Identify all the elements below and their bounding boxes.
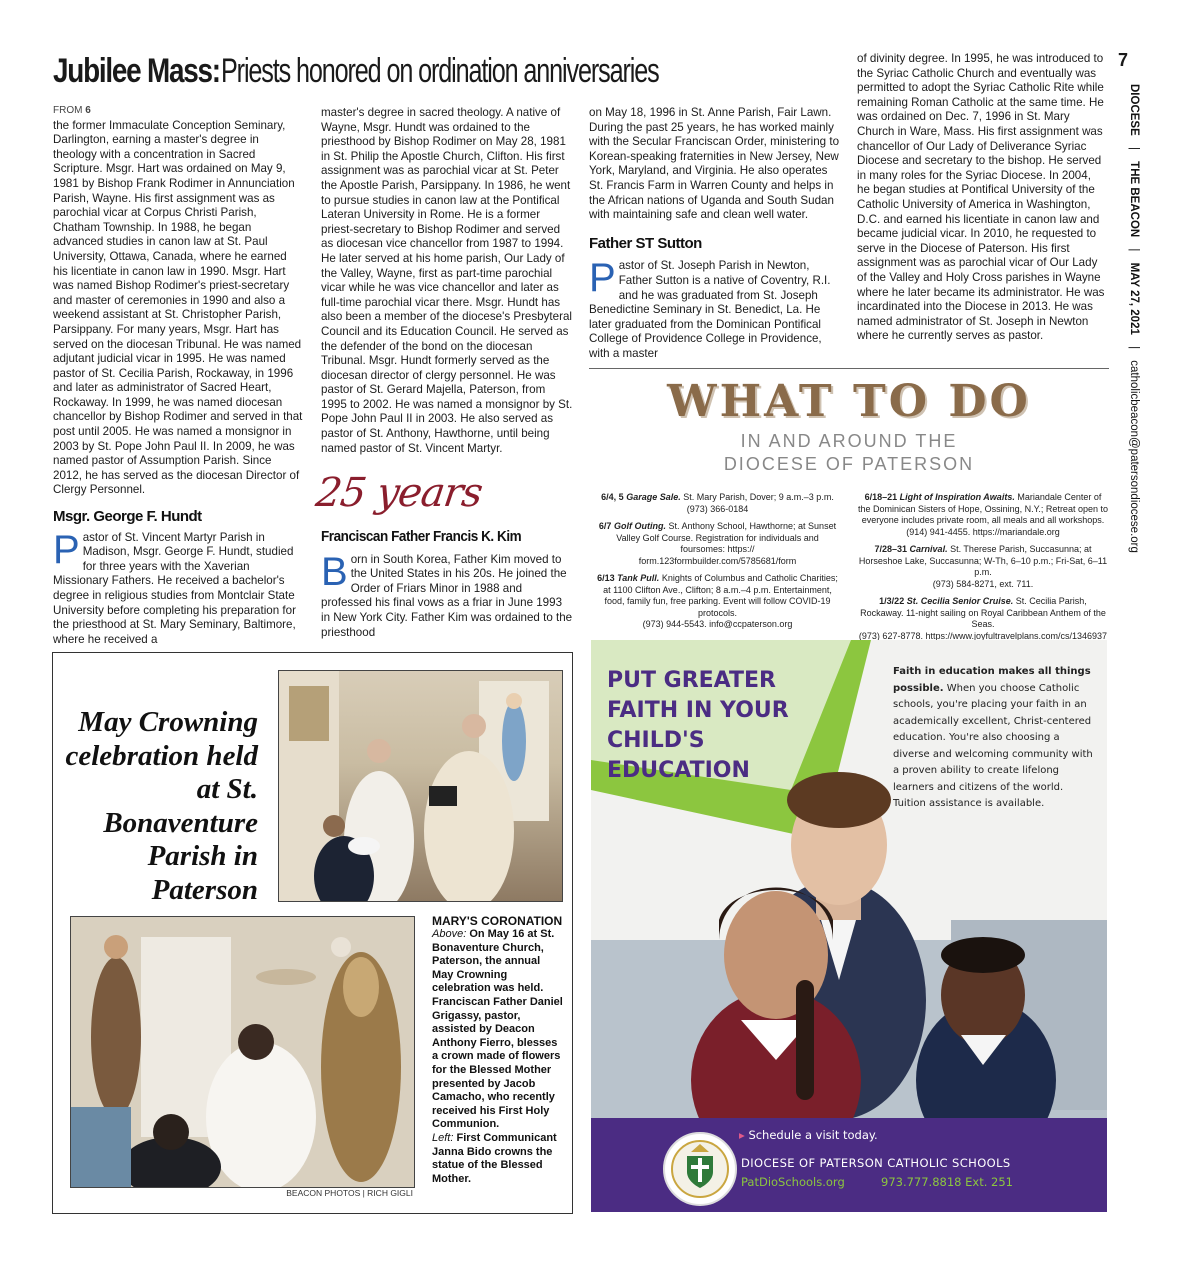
headline-bold: Jubilee Mass: [53, 52, 220, 90]
column-3-text: on May 18, 1996 in St. Anne Parish, Fair Lawn. During the past 25 years, he has worked mainly with the Secular Franciscan Order, ministering to Korean-speaking fraternities in New Jersey, New York, Maryland, and Virginia. He also operates St. Francis Farm in Warren County and helps in the African nations of Uganda and South Sudan with maintaining safe and clean well water. [589, 106, 840, 222]
drop-cap: P [53, 527, 80, 572]
caption-heading: MARY'S CORONATION [432, 914, 563, 928]
diocese-seal-icon [663, 1132, 737, 1206]
ad-phone: 973.777.8818 Ext. 251 [881, 1175, 1013, 1189]
article-column-2 [321, 106, 573, 456]
drop-cap: P [589, 256, 616, 301]
what-to-do-title: WHAT TO DO [667, 376, 1031, 427]
ad-cta: ▸ Schedule a visit today. [739, 1128, 878, 1142]
caption-left: Left: First Communicant Janna Bido crowns the statue of the Blessed Mother. [432, 1131, 557, 1185]
column-1-text: the former Immaculate Conception Seminary, Darlington, earning a master's degree in theology with a concentration in Sacred Scripture. Msgr. Hart was ordained on May 9, 1981 by Bishop Frank Rodimer in Annunciation Parish, Wayne. His first assignment was as parochial vicar at Corpus Christi Parish, Chatham Township. In 1988, he began advanced studies in canon law at St. Paul University, Ottawa, Canada, where he earned his licentiate in canon law in 1990. Msgr. Hart was named Bishop Rodimer's priest-secretary and master of ceremonies in 1990 and also a weekend assistant at St. Christopher Parish, Parsippany. For many years, Msgr. Hart has served on the diocesan Tribunal. He was named adjutant judicial vicar in 1995. He was named pastor of St. Cecilia Parish, Rockaway, in 1996 and later as administrator of Sacred Heart, Rockaway. In 1999, he was named diocesan chancellor by Bishop Rodimer and served in that post until 2005. He was named a monsignor in 2003 by St. Pope John Paul II. In 2009, he was named pastor of Assumption Parish. Since 2012, he has served as the diocesan Director of Clergy Personnel. [53, 118, 303, 497]
photo-credit: BEACON PHOTOS | RICH GIGLI [286, 1188, 413, 1198]
photo-caption [432, 914, 564, 1186]
may-crowning-title: May Crowning celebration held at St. Bonaventure Parish in Paterson [65, 706, 258, 906]
folio-vertical: DIOCESE | THE BEACON | MAY 27, 2021 | catholicbeacon@patersondiocese.org [1128, 84, 1140, 553]
article-column-3 [589, 106, 843, 362]
ad-website: PatDioSchools.org [741, 1175, 845, 1189]
ad-footer [591, 1118, 1107, 1212]
column-2-text: master's degree in sacred theology. A native of Wayne, Msgr. Hundt was ordained to the priesthood by Bishop Rodimer on May 28, 1981 in St. Philip the Apostle Church, Clifton. His first assignment was as parochial vicar at St. Peter the Apostle Parish, Parsippany. In 1986, he went to pursue studies in canon law at the Pontifical Lateran University in Rome. He is a former priest-secretary to Bishop Rodimer and served as diocesan vice chancellor from 1987 to 1994. He later served at his home parish, Our Lady of the Valley, Wayne, first as part-time parochial vicar while he was vice chancellor and later as full-time parochial vicar there. Msgr. Hundt has also been a member of the diocese's Presbyteral Council and its Education Council. He served as the defender of the bond on the diocesan Tribunal. Msgr. Hundt formerly served as the diocesan director of clergy personnel. He was pastor of St. Gerard Majella, Paterson, from 1995 to 2002. He was named a monsignor by St. Pope John Paul II in 2003. He also served as pastor of St. Anthony, Hawthorne, until being named pastor of St. Vincent Martyr. [321, 106, 573, 455]
divider [589, 368, 1109, 369]
article-column-4 [857, 52, 1107, 344]
page-number: 7 [1118, 50, 1129, 70]
what-to-do-subtitle-2: DIOCESE OF PATERSON [723, 454, 975, 474]
event-item: 6/4, 5 Garage Sale. St. Mary Parish, Dover; 9 a.m.–3 p.m. (973) 366-0184 [601, 492, 834, 514]
what-to-do-subtitle-1: IN AND AROUND THE [740, 431, 958, 451]
event-item: 1/3/22 St. Cecilia Senior Cruise. St. Cecilia Parish, Rockaway. 11-night sailing on Royal Caribbean Anthem of the Seas. (973) 627-8778. https://www.joyfultravelplans.com/cs/1346937 [858, 596, 1108, 641]
hundt-paragraph: Pastor of St. Vincent Martyr Parish in Madison, Msgr. George F. Hundt, studied for three years with the Xaverian Missionary Fathers. He received a bachelor's degree in religious studies from Montclair State University before completing his preparation for the priesthood at St. Mary Seminary, Baltimore, where he received a [53, 527, 296, 646]
caption-above: Above: On May 16 at St. Bonaventure Church, Paterson, the annual May Crowning celebration was held. Franciscan Father Daniel Grigassy, pastor, assisted by Deacon Anthony Fierro, blesses a crown made of flowers for the Blessed Mother presented by Jacob Camacho, who recently received his First Holy Communion. [432, 928, 563, 1131]
event-item: 6/13 Tank Pull. Knights of Columbus and Catholic Charities; at 1100 Clifton Ave., Clifton; 8 a.m.–4 p.m. Entertainment, food, family fun, free parking. Event will follow COVID-19 protocols. (973) 944-5543. info@ccpaterson.org [597, 573, 838, 629]
article-column-1 [53, 104, 303, 647]
kim-heading: Franciscan Father Francis K. Kim [321, 528, 522, 545]
folio-date: MAY 27, 2021 [1128, 262, 1140, 335]
photo-girl-crowning-statue [70, 916, 415, 1188]
folio-email: catholicbeacon@patersondiocese.org [1128, 360, 1140, 553]
ad-body: Faith in education makes all things possible. When you choose Catholic schools, you're placing your faith in an academically excellent, Christ-centered education. You're also choosing a diverse and welcoming community with a proven ability to create lifelong learners and citizens of the world. Tuition assistance is available. [893, 666, 1093, 809]
drop-cap: B [321, 549, 348, 594]
hundt-heading: Msgr. George F. Hundt [53, 508, 202, 526]
sutton-heading: Father ST Sutton [589, 234, 702, 252]
headline [53, 52, 813, 96]
event-item: 6/7 Golf Outing. St. Anthony School, Hawthorne; at Sunset Valley Golf Course. Registration for individuals and foursomes: https:// form.123formbuilder.com/5785681/form [598, 521, 837, 566]
folio-paper: THE BEACON [1128, 161, 1140, 238]
headline-light: Priests honored on ordination anniversaries [221, 52, 659, 90]
folio-section: DIOCESE [1128, 84, 1140, 136]
event-item: 6/18–21 Light of Inspiration Awaits. Mariandale Center of the Dominican Sisters of Hope, Ossining, N.Y.; Retreat open to everyone includes private room, all meals and all workshops. (914) 941-4455. https://mariandale.org [858, 492, 1108, 537]
event-item: 7/28–31 Carnival. St. Therese Parish, Succasunna; at Horseshoe Lake, Succasunna; W-Th, 6–10 p.m.; Fri-Sat, 6–11 p.m. (973) 584-8271, ext. 711. [858, 544, 1108, 589]
events-left [595, 492, 840, 637]
ad-headline: PUT GREATER FAITH IN YOUR CHILD'S EDUCATION [607, 668, 789, 783]
what-to-do-section [589, 376, 1109, 475]
sutton-paragraph: Pastor of St. Joseph Parish in Newton, Father Sutton is a native of Coventry, R.I. and he was graduated from St. Joseph Benedictine Seminary in St. Benedict, La. He later graduated from the Dominican Pontifical College of Providence College in Providence, with a master [589, 256, 831, 360]
events-right [858, 492, 1108, 648]
kim-paragraph: Born in South Korea, Father Kim moved to the United States in his 20s. He joined the Order of Friars Minor in 1988 and professed his final vows as a friar in June 1993 in New York City. Father Kim was ordained to the priesthood [321, 549, 573, 639]
arrow-right-icon: ▸ [739, 1128, 745, 1142]
ad-org: DIOCESE OF PATERSON CATHOLIC SCHOOLS [741, 1156, 1011, 1170]
kim-section [321, 530, 573, 640]
25-years-graphic: 25 years [313, 470, 485, 516]
jump-from: FROM 6 [53, 105, 91, 116]
photo-priests-blessing [278, 670, 563, 902]
catholic-schools-ad [591, 640, 1107, 1212]
column-4-text: of divinity degree. In 1995, he was introduced to the Syriac Catholic Church and eventually was permitted to adopt the Syriac Catholic Rite while remaining Roman Catholic at the same time. He was ordained on Dec. 7, 1996 in St. Mary Church in Ware, Mass. His first assignment was chancellor of Our Lady of Deliverance Syriac Diocese and secretary to the bishop. He served in many roles for the Syriac Diocese. In 2004, he began studies at Pontifical University of the Catholic University of America in Washington, D.C. and earned his licentiate in canon law and became judicial vicar. In 2010, he requested to serve in the Diocese of Paterson. His first assignment was as parochial vicar of Our Lady of the Valley and Holy Cross parishes in Wayne where he later became its administrator. He was incardinated into the Diocese in 2013. He was named administrator of St. Joseph in Newton where he currently serves as pastor. [857, 52, 1105, 343]
